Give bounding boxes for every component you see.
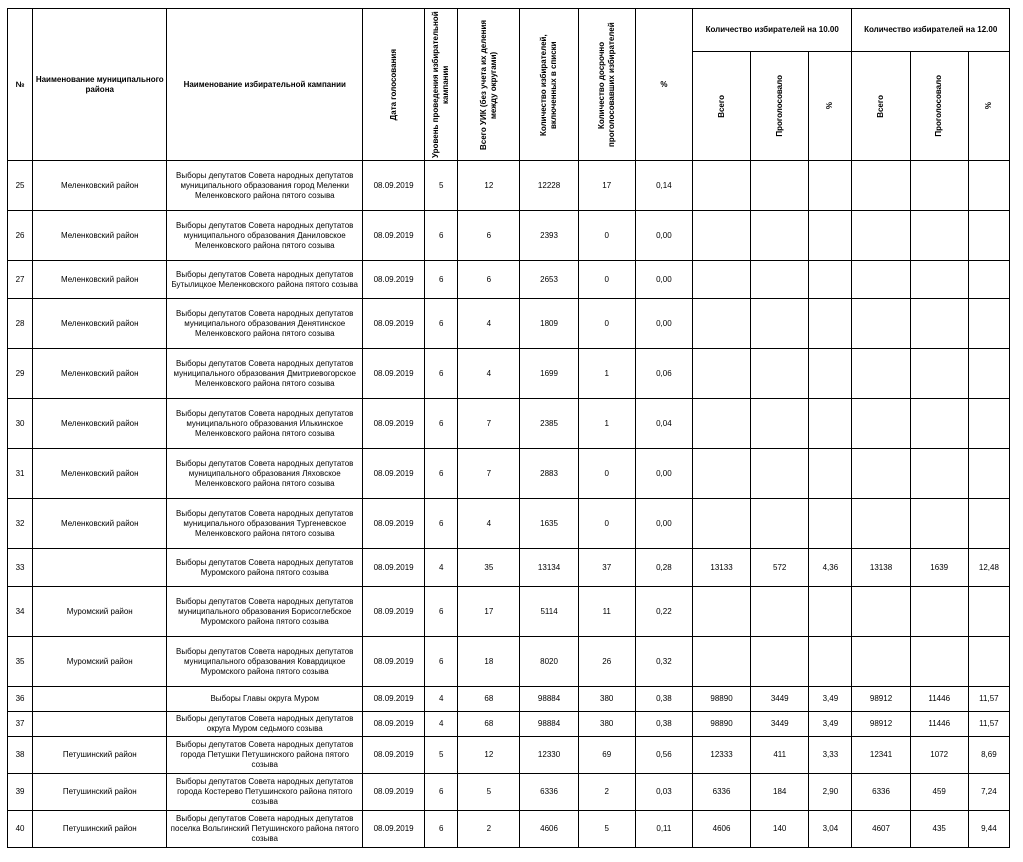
table-row — [8, 737, 1010, 774]
header-total-12: Всего — [852, 52, 910, 161]
level-cell: 6 — [425, 299, 458, 349]
voted-12-cell — [910, 211, 968, 261]
voters-cell: 2393 — [520, 211, 578, 261]
district-cell: Меленковский район — [33, 399, 167, 449]
pct-12-cell: 9,44 — [968, 811, 1009, 848]
early-cell: 69 — [578, 737, 635, 774]
voters-cell: 1635 — [520, 499, 578, 549]
early-cell: 0 — [578, 299, 635, 349]
header-municipality: Наименование муниципального района — [33, 9, 167, 161]
total-12-cell — [852, 587, 910, 637]
header-early-pct: % — [635, 9, 692, 161]
election-table — [7, 8, 1010, 848]
level-cell: 4 — [425, 549, 458, 587]
level-cell: 5 — [425, 161, 458, 211]
district-cell: Меленковский район — [33, 261, 167, 299]
table-row — [8, 161, 1010, 211]
early-pct-cell: 0,00 — [635, 299, 692, 349]
total-10-cell: 98890 — [692, 712, 750, 737]
row-number: 30 — [8, 399, 33, 449]
early-pct-cell: 0,38 — [635, 687, 692, 712]
header-level: Уровень проведения избирательной кампании — [425, 9, 458, 161]
voted-10-cell: 184 — [751, 774, 809, 811]
date-cell: 08.09.2019 — [363, 774, 425, 811]
level-cell: 6 — [425, 587, 458, 637]
date-cell: 08.09.2019 — [363, 712, 425, 737]
date-cell: 08.09.2019 — [363, 349, 425, 399]
pct-10-cell — [809, 349, 852, 399]
header-pct-10: % — [809, 52, 852, 161]
campaign-cell: Выборы депутатов Совета народных депутатов муниципального образования Денятинское Меленковского района пятого созыва — [167, 299, 363, 349]
pct-12-cell: 11,57 — [968, 712, 1009, 737]
early-cell: 1 — [578, 349, 635, 399]
voters-cell: 98884 — [520, 712, 578, 737]
uik-cell: 6 — [458, 261, 520, 299]
uik-cell: 12 — [458, 161, 520, 211]
total-10-cell: 98890 — [692, 687, 750, 712]
pct-10-cell — [809, 399, 852, 449]
level-cell: 6 — [425, 349, 458, 399]
total-10-cell — [692, 637, 750, 687]
campaign-cell: Выборы депутатов Совета народных депутатов муниципального образования Тургеневское Меленковского района пятого созыва — [167, 499, 363, 549]
district-cell: Петушинский район — [33, 811, 167, 848]
voted-10-cell: 140 — [751, 811, 809, 848]
header-voted-10: Проголосовало — [751, 52, 809, 161]
uik-cell: 35 — [458, 549, 520, 587]
campaign-cell: Выборы депутатов Совета народных депутатов муниципального образования Даниловское Меленковского района пятого созыва — [167, 211, 363, 261]
voted-10-cell — [751, 349, 809, 399]
voted-12-cell — [910, 299, 968, 349]
pct-12-cell: 8,69 — [968, 737, 1009, 774]
row-number: 31 — [8, 449, 33, 499]
pct-10-cell — [809, 211, 852, 261]
voted-12-cell: 435 — [910, 811, 968, 848]
total-12-cell — [852, 299, 910, 349]
table-row — [8, 211, 1010, 261]
campaign-cell: Выборы депутатов Совета народных депутатов муниципального образования Ковардицкое Муромского района пятого созыва — [167, 637, 363, 687]
uik-cell: 4 — [458, 299, 520, 349]
voted-12-cell — [910, 499, 968, 549]
row-number: 33 — [8, 549, 33, 587]
early-pct-cell: 0,00 — [635, 499, 692, 549]
row-number: 34 — [8, 587, 33, 637]
total-10-cell — [692, 161, 750, 211]
voters-cell: 12228 — [520, 161, 578, 211]
table-row — [8, 261, 1010, 299]
voted-12-cell: 1639 — [910, 549, 968, 587]
table-row — [8, 399, 1010, 449]
level-cell: 4 — [425, 712, 458, 737]
level-cell: 6 — [425, 261, 458, 299]
voters-cell: 1809 — [520, 299, 578, 349]
pct-12-cell — [968, 349, 1009, 399]
pct-10-cell: 3,04 — [809, 811, 852, 848]
voted-12-cell — [910, 637, 968, 687]
voters-cell: 2883 — [520, 449, 578, 499]
early-pct-cell: 0,11 — [635, 811, 692, 848]
total-12-cell — [852, 211, 910, 261]
total-10-cell — [692, 349, 750, 399]
level-cell: 6 — [425, 399, 458, 449]
level-cell: 6 — [425, 499, 458, 549]
uik-cell: 7 — [458, 449, 520, 499]
total-12-cell — [852, 399, 910, 449]
uik-cell: 17 — [458, 587, 520, 637]
row-number: 36 — [8, 687, 33, 712]
district-cell: Муромский район — [33, 587, 167, 637]
district-cell — [33, 687, 167, 712]
table-row — [8, 549, 1010, 587]
voted-10-cell: 3449 — [751, 712, 809, 737]
total-12-cell — [852, 349, 910, 399]
voted-12-cell: 1072 — [910, 737, 968, 774]
district-cell: Муромский район — [33, 637, 167, 687]
pct-12-cell — [968, 399, 1009, 449]
row-number: 40 — [8, 811, 33, 848]
voters-cell: 4606 — [520, 811, 578, 848]
pct-10-cell — [809, 299, 852, 349]
date-cell: 08.09.2019 — [363, 499, 425, 549]
early-cell: 380 — [578, 687, 635, 712]
uik-cell: 68 — [458, 687, 520, 712]
date-cell: 08.09.2019 — [363, 737, 425, 774]
pct-12-cell — [968, 261, 1009, 299]
level-cell: 6 — [425, 811, 458, 848]
campaign-cell: Выборы депутатов Совета народных депутатов поселка Вольгинский Петушинского района пятого созыва — [167, 811, 363, 848]
campaign-cell: Выборы депутатов Совета народных депутатов муниципального образования Борисоглебское Муромского района пятого созыва — [167, 587, 363, 637]
early-pct-cell: 0,04 — [635, 399, 692, 449]
total-10-cell — [692, 499, 750, 549]
pct-10-cell — [809, 161, 852, 211]
table-row — [8, 499, 1010, 549]
total-10-cell: 12333 — [692, 737, 750, 774]
level-cell: 5 — [425, 737, 458, 774]
uik-cell: 6 — [458, 211, 520, 261]
date-cell: 08.09.2019 — [363, 637, 425, 687]
total-12-cell — [852, 499, 910, 549]
table-row — [8, 712, 1010, 737]
voted-10-cell — [751, 261, 809, 299]
table-row — [8, 349, 1010, 399]
total-12-cell — [852, 261, 910, 299]
table-row — [8, 299, 1010, 349]
campaign-cell: Выборы депутатов Совета народных депутатов города Петушки Петушинского района пятого созыва — [167, 737, 363, 774]
pct-10-cell — [809, 637, 852, 687]
row-number: 32 — [8, 499, 33, 549]
total-10-cell — [692, 449, 750, 499]
voted-12-cell — [910, 399, 968, 449]
row-number: 26 — [8, 211, 33, 261]
pct-10-cell: 3,49 — [809, 687, 852, 712]
voters-cell: 13134 — [520, 549, 578, 587]
voted-10-cell: 572 — [751, 549, 809, 587]
voted-12-cell — [910, 161, 968, 211]
early-pct-cell: 0,14 — [635, 161, 692, 211]
campaign-cell: Выборы депутатов Совета народных депутатов Бутылицкое Меленковского района пятого созыва — [167, 261, 363, 299]
header-total-10: Всего — [692, 52, 750, 161]
header-pct-12: % — [968, 52, 1009, 161]
level-cell: 6 — [425, 637, 458, 687]
early-cell: 37 — [578, 549, 635, 587]
voted-12-cell — [910, 449, 968, 499]
header-num: № — [8, 9, 33, 161]
early-cell: 0 — [578, 211, 635, 261]
early-pct-cell: 0,00 — [635, 449, 692, 499]
table-row — [8, 811, 1010, 848]
district-cell: Меленковский район — [33, 211, 167, 261]
uik-cell: 4 — [458, 499, 520, 549]
campaign-cell: Выборы депутатов Совета народных депутатов муниципального образования Илькинское Меленковского района пятого созыва — [167, 399, 363, 449]
early-cell: 17 — [578, 161, 635, 211]
header-voters: Количество избирателей, включенных в списки — [520, 9, 578, 161]
table-body — [8, 161, 1010, 848]
pct-10-cell: 3,49 — [809, 712, 852, 737]
total-10-cell: 4606 — [692, 811, 750, 848]
header-group-10: Количество избирателей на 10.00 — [692, 9, 851, 52]
row-number: 39 — [8, 774, 33, 811]
total-12-cell: 12341 — [852, 737, 910, 774]
uik-cell: 2 — [458, 811, 520, 848]
total-12-cell: 98912 — [852, 687, 910, 712]
early-pct-cell: 0,06 — [635, 349, 692, 399]
district-cell: Меленковский район — [33, 299, 167, 349]
early-cell: 380 — [578, 712, 635, 737]
pct-10-cell: 2,90 — [809, 774, 852, 811]
early-pct-cell: 0,22 — [635, 587, 692, 637]
early-pct-cell: 0,03 — [635, 774, 692, 811]
campaign-cell: Выборы депутатов Совета народных депутатов муниципального образования город Меленки Меленковского района пятого созыва — [167, 161, 363, 211]
voted-10-cell — [751, 637, 809, 687]
uik-cell: 68 — [458, 712, 520, 737]
header-group-12: Количество избирателей на 12.00 — [852, 9, 1010, 52]
voters-cell: 98884 — [520, 687, 578, 712]
pct-12-cell — [968, 161, 1009, 211]
voted-10-cell — [751, 299, 809, 349]
pct-12-cell — [968, 211, 1009, 261]
pct-10-cell — [809, 587, 852, 637]
level-cell: 6 — [425, 774, 458, 811]
level-cell: 4 — [425, 687, 458, 712]
pct-12-cell: 12,48 — [968, 549, 1009, 587]
header-campaign: Наименование избирательной кампании — [167, 9, 363, 161]
pct-10-cell: 3,33 — [809, 737, 852, 774]
campaign-cell: Выборы депутатов Совета народных депутатов муниципального образования Дмитриевогорское Меленковского района пятого созыва — [167, 349, 363, 399]
date-cell: 08.09.2019 — [363, 587, 425, 637]
total-12-cell: 98912 — [852, 712, 910, 737]
early-cell: 1 — [578, 399, 635, 449]
total-10-cell — [692, 261, 750, 299]
level-cell: 6 — [425, 449, 458, 499]
pct-12-cell — [968, 637, 1009, 687]
table-header — [8, 9, 1010, 161]
early-pct-cell: 0,00 — [635, 261, 692, 299]
row-number: 35 — [8, 637, 33, 687]
header-date: Дата голосования — [363, 9, 425, 161]
row-number: 28 — [8, 299, 33, 349]
voted-10-cell: 3449 — [751, 687, 809, 712]
voted-10-cell — [751, 449, 809, 499]
district-cell — [33, 549, 167, 587]
pct-10-cell — [809, 499, 852, 549]
voters-cell: 12330 — [520, 737, 578, 774]
voted-12-cell: 11446 — [910, 712, 968, 737]
voted-12-cell — [910, 349, 968, 399]
early-cell: 2 — [578, 774, 635, 811]
early-cell: 0 — [578, 449, 635, 499]
total-12-cell — [852, 637, 910, 687]
voted-10-cell — [751, 499, 809, 549]
voted-12-cell — [910, 261, 968, 299]
total-12-cell — [852, 449, 910, 499]
date-cell: 08.09.2019 — [363, 399, 425, 449]
early-cell: 26 — [578, 637, 635, 687]
pct-12-cell — [968, 587, 1009, 637]
row-number: 37 — [8, 712, 33, 737]
row-number: 27 — [8, 261, 33, 299]
uik-cell: 5 — [458, 774, 520, 811]
uik-cell: 7 — [458, 399, 520, 449]
early-pct-cell: 0,38 — [635, 712, 692, 737]
early-pct-cell: 0,00 — [635, 211, 692, 261]
campaign-cell: Выборы депутатов Совета народных депутатов округа Муром седьмого созыва — [167, 712, 363, 737]
voted-12-cell — [910, 587, 968, 637]
voters-cell: 6336 — [520, 774, 578, 811]
total-10-cell: 13133 — [692, 549, 750, 587]
district-cell: Меленковский район — [33, 161, 167, 211]
table-row — [8, 637, 1010, 687]
total-12-cell: 6336 — [852, 774, 910, 811]
header-early: Количество досрочно проголосовавших избирателей — [578, 9, 635, 161]
pct-10-cell: 4,36 — [809, 549, 852, 587]
date-cell: 08.09.2019 — [363, 299, 425, 349]
voted-10-cell — [751, 161, 809, 211]
total-12-cell — [852, 161, 910, 211]
voters-cell: 2653 — [520, 261, 578, 299]
voters-cell: 5114 — [520, 587, 578, 637]
date-cell: 08.09.2019 — [363, 261, 425, 299]
early-cell: 11 — [578, 587, 635, 637]
district-cell: Петушинский район — [33, 737, 167, 774]
campaign-cell: Выборы депутатов Совета народных депутатов муниципального образования Ляховское Меленковского района пятого созыва — [167, 449, 363, 499]
date-cell: 08.09.2019 — [363, 549, 425, 587]
early-pct-cell: 0,32 — [635, 637, 692, 687]
voted-10-cell — [751, 399, 809, 449]
date-cell: 08.09.2019 — [363, 211, 425, 261]
voted-10-cell: 411 — [751, 737, 809, 774]
uik-cell: 4 — [458, 349, 520, 399]
row-number: 29 — [8, 349, 33, 399]
district-cell — [33, 712, 167, 737]
district-cell: Меленковский район — [33, 449, 167, 499]
district-cell: Петушинский район — [33, 774, 167, 811]
voted-12-cell: 459 — [910, 774, 968, 811]
voted-10-cell — [751, 587, 809, 637]
early-pct-cell: 0,56 — [635, 737, 692, 774]
voted-10-cell — [751, 211, 809, 261]
table-row — [8, 449, 1010, 499]
pct-10-cell — [809, 261, 852, 299]
row-number: 25 — [8, 161, 33, 211]
voters-cell: 8020 — [520, 637, 578, 687]
date-cell: 08.09.2019 — [363, 161, 425, 211]
date-cell: 08.09.2019 — [363, 449, 425, 499]
voters-cell: 2385 — [520, 399, 578, 449]
level-cell: 6 — [425, 211, 458, 261]
pct-12-cell — [968, 299, 1009, 349]
early-cell: 5 — [578, 811, 635, 848]
table-row — [8, 687, 1010, 712]
table-row — [8, 587, 1010, 637]
campaign-cell: Выборы депутатов Совета народных депутатов Муромского района пятого созыва — [167, 549, 363, 587]
date-cell: 08.09.2019 — [363, 687, 425, 712]
total-10-cell — [692, 299, 750, 349]
early-cell: 0 — [578, 499, 635, 549]
total-10-cell — [692, 211, 750, 261]
pct-12-cell — [968, 449, 1009, 499]
pct-10-cell — [809, 449, 852, 499]
total-10-cell — [692, 587, 750, 637]
row-number: 38 — [8, 737, 33, 774]
pct-12-cell — [968, 499, 1009, 549]
header-voted-12: Проголосовало — [910, 52, 968, 161]
early-cell: 0 — [578, 261, 635, 299]
early-pct-cell: 0,28 — [635, 549, 692, 587]
table-row — [8, 774, 1010, 811]
total-10-cell: 6336 — [692, 774, 750, 811]
campaign-cell: Выборы депутатов Совета народных депутатов города Костерево Петушинского района пятого созыва — [167, 774, 363, 811]
header-uik: Всего УИК (без учета их деления между округами) — [458, 9, 520, 161]
voters-cell: 1699 — [520, 349, 578, 399]
total-12-cell: 4607 — [852, 811, 910, 848]
uik-cell: 12 — [458, 737, 520, 774]
total-12-cell: 13138 — [852, 549, 910, 587]
pct-12-cell: 7,24 — [968, 774, 1009, 811]
district-cell: Меленковский район — [33, 499, 167, 549]
district-cell: Меленковский район — [33, 349, 167, 399]
total-10-cell — [692, 399, 750, 449]
pct-12-cell: 11,57 — [968, 687, 1009, 712]
date-cell: 08.09.2019 — [363, 811, 425, 848]
campaign-cell: Выборы Главы округа Муром — [167, 687, 363, 712]
uik-cell: 18 — [458, 637, 520, 687]
voted-12-cell: 11446 — [910, 687, 968, 712]
